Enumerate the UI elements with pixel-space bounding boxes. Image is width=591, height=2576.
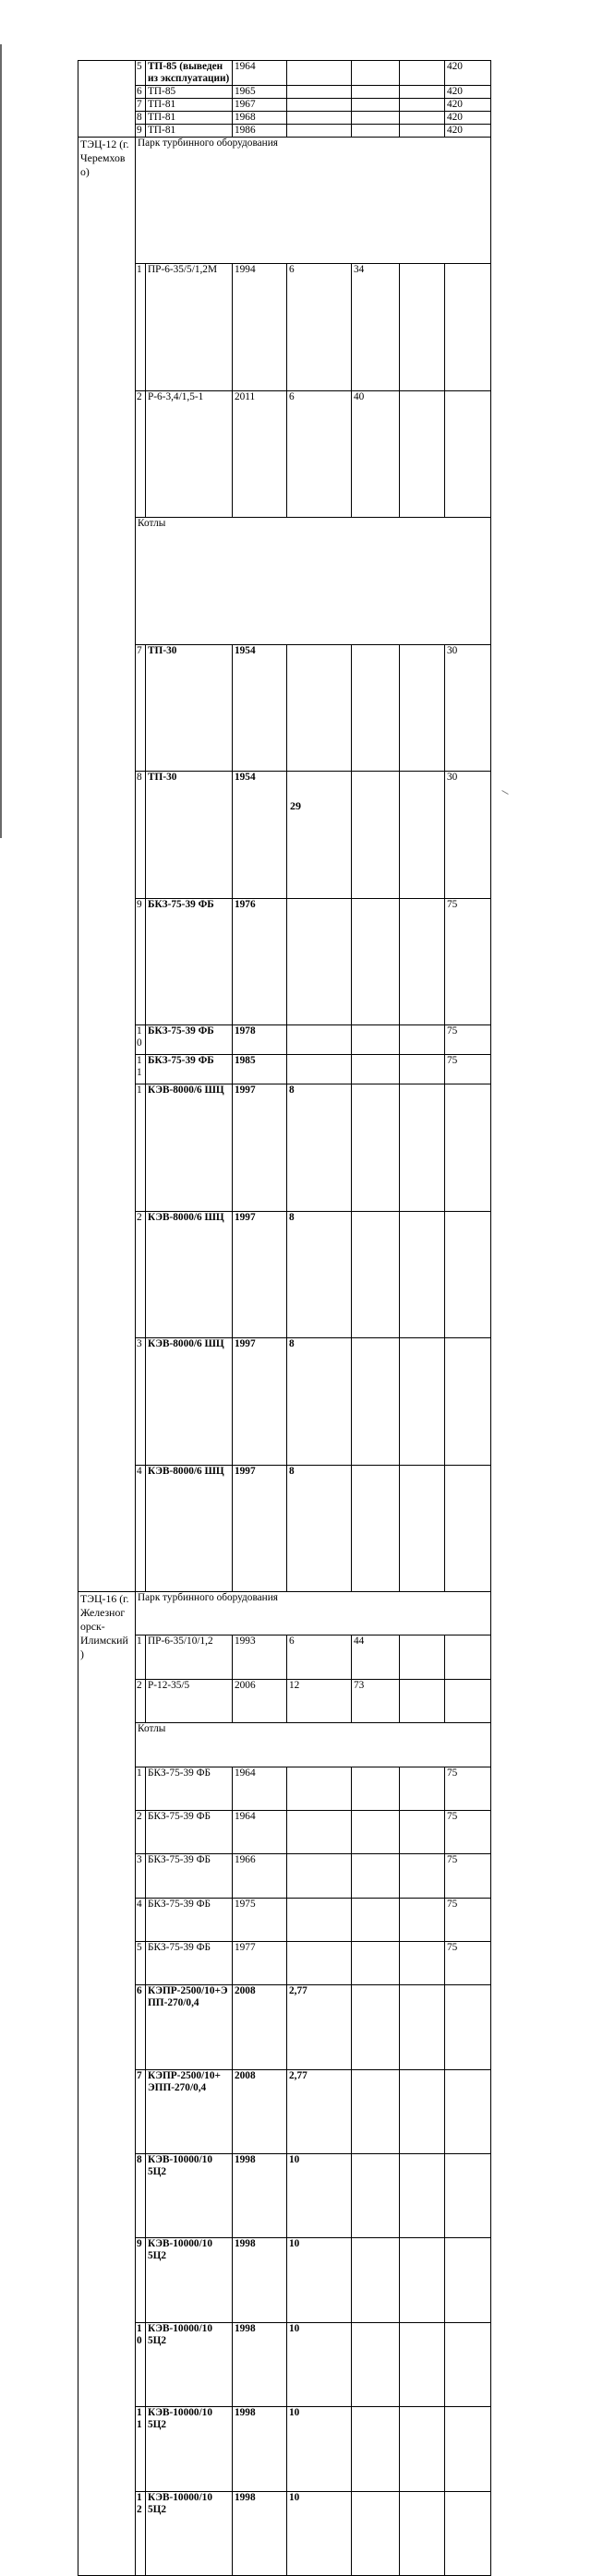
unit-year: 1997 [233,1211,287,1337]
unit-number: 2 [136,390,146,517]
table-row [78,518,491,644]
section-header: Котлы [136,1723,491,1767]
unit-number: 6 [136,1985,146,2069]
unit-name: КЭВ-8000/6 ШЦ [146,1211,233,1337]
unit-capacity: 420 [445,99,491,112]
unit-power: 8 [287,1211,352,1337]
table-row [78,1084,491,1211]
unit-year: 1978 [233,1025,287,1055]
unit-year: 1986 [233,125,287,138]
unit-year: 1954 [233,772,287,898]
unit-capacity: 75 [445,1942,491,1985]
unit-number: 3 [136,1338,146,1465]
unit-year: 1997 [233,1465,287,1591]
unit-year: 1968 [233,112,287,125]
unit-number: 9 [136,898,146,1024]
unit-year: 2011 [233,390,287,517]
unit-name: ТП-81 [146,125,233,138]
table-row [78,1055,491,1084]
unit-number: 11 [136,1055,146,1084]
table-row [78,2407,491,2491]
unit-number: 7 [136,644,146,771]
unit-name: КЭВ-8000/6 ШЦ [146,1084,233,1211]
unit-extra: 73 [352,1679,400,1722]
table-row [78,61,491,86]
unit-year: 1975 [233,1898,287,1941]
table-row [78,1942,491,1985]
unit-year: 2008 [233,2069,287,2153]
table-row [78,138,491,264]
unit-name: ТП-81 [146,99,233,112]
equipment-table-wrapper [78,60,490,2576]
unit-power: 2,77 [287,2069,352,2153]
unit-power: 2,77 [287,1985,352,2069]
unit-number: 9 [136,2238,146,2322]
unit-capacity: 30 [445,644,491,771]
table-row [78,1338,491,1465]
unit-name: БКЗ-75-39 ФБ [146,1767,233,1810]
table-row [78,264,491,390]
unit-name: ТП-81 [146,112,233,125]
unit-number: 1 [136,1767,146,1810]
table-row [78,1679,491,1722]
unit-number: 8 [136,772,146,898]
table-row [78,86,491,99]
table-row [78,644,491,771]
unit-power: 10 [287,2322,352,2406]
unit-name: КЭВ-10000/10 5Ц2 [146,2322,233,2406]
unit-year: 1994 [233,264,287,390]
unit-name: ПР-6-35/5/1,2М [146,264,233,390]
unit-name: ТП-30 [146,644,233,771]
unit-year: 1977 [233,1942,287,1985]
table-row [78,2491,491,2575]
unit-extra: 34 [352,264,400,390]
unit-capacity: 420 [445,86,491,99]
unit-capacity: 30 [445,772,491,898]
table-row [78,2069,491,2153]
unit-name: КЭВ-10000/10 5Ц2 [146,2491,233,2575]
unit-power: 12 [287,1679,352,1722]
unit-year: 1998 [233,2238,287,2322]
unit-number: 12 [136,2491,146,2575]
section-header: Котлы [136,518,491,644]
unit-number: 11 [136,2407,146,2491]
table-row [78,1592,491,1635]
unit-year: 1998 [233,2322,287,2406]
unit-power: 10 [287,2154,352,2238]
unit-year: 1976 [233,898,287,1024]
unit-number: 4 [136,1465,146,1591]
unit-name: КЭВ-10000/10 5Ц2 [146,2407,233,2491]
unit-power: 6 [287,1635,352,1679]
scan-speck [501,790,508,795]
unit-extra [352,61,400,86]
unit-number: 8 [136,2154,146,2238]
station-name: ТЭЦ-12 (г. Черемхов о) [78,138,136,1592]
unit-year: 1998 [233,2154,287,2238]
unit-number: 1 [136,1635,146,1679]
unit-name: БКЗ-75-39 ФБ [146,1810,233,1853]
unit-power: 6 [287,390,352,517]
unit-capacity: 420 [445,125,491,138]
table-row [78,1985,491,2069]
unit-number: 9 [136,125,146,138]
table-row [78,1635,491,1679]
unit-number: 5 [136,1942,146,1985]
station-cell-empty [78,61,136,138]
unit-year: 1998 [233,2491,287,2575]
unit-name: БКЗ-75-39 ФБ [146,1055,233,1084]
unit-year: 1964 [233,1810,287,1853]
unit-name: КЭПР-2500/10+ ЭПП-270/0,4 [146,2069,233,2153]
table-row [78,99,491,112]
unit-name: Р-12-35/5 [146,1679,233,1722]
unit-name: КЭВ-8000/6 ШЦ [146,1465,233,1591]
unit-capacity: 75 [445,1898,491,1941]
unit-number: 10 [136,1025,146,1055]
unit-capacity: 75 [445,1025,491,1055]
unit-power: 8 [287,1084,352,1211]
unit-number: 6 [136,86,146,99]
unit-extra [400,61,445,86]
table-row [78,390,491,517]
unit-name: БКЗ-75-39 ФБ [146,898,233,1024]
table-row [78,1025,491,1055]
unit-power: 10 [287,2407,352,2491]
unit-name: БКЗ-75-39 ФБ [146,1898,233,1941]
unit-year: 1954 [233,644,287,771]
unit-number: 7 [136,99,146,112]
table-row [78,2322,491,2406]
unit-number: 4 [136,1898,146,1941]
unit-year: 1965 [233,86,287,99]
table-row [78,772,491,898]
unit-year: 1985 [233,1055,287,1084]
unit-extra: 40 [352,390,400,517]
unit-year: 1997 [233,1084,287,1211]
unit-name: ТП-85 [146,86,233,99]
unit-number: 2 [136,1810,146,1853]
unit-name: ТП-85 (выведен из эксплуатации) [146,61,233,86]
page-edge-line [0,44,2,838]
table-row [78,2154,491,2238]
page-number: 29 [290,799,301,812]
unit-capacity: 75 [445,898,491,1024]
section-header: Парк турбинного оборудования [136,1592,491,1635]
table-row [78,112,491,125]
unit-name: КЭВ-10000/10 5Ц2 [146,2238,233,2322]
table-row [78,1898,491,1941]
unit-power: 10 [287,2491,352,2575]
unit-number: 8 [136,112,146,125]
table-row [78,2238,491,2322]
unit-power [287,61,352,86]
unit-capacity: 75 [445,1767,491,1810]
unit-year: 1998 [233,2407,287,2491]
unit-year: 1997 [233,1338,287,1465]
unit-name: Р-6-3,4/1,5-1 [146,390,233,517]
table-row [78,1767,491,1810]
unit-name: ТП-30 [146,772,233,898]
station-name: ТЭЦ-16 (г. Железног орск-Илимский ) [78,1592,136,2576]
unit-year: 2006 [233,1679,287,1722]
unit-year: 1993 [233,1635,287,1679]
equipment-table [78,60,491,2576]
unit-name: БКЗ-75-39 ФБ [146,1854,233,1898]
unit-power: 8 [287,1465,352,1591]
unit-number: 5 [136,61,146,86]
table-row [78,1854,491,1898]
unit-name: КЭВ-10000/10 5Ц2 [146,2154,233,2238]
unit-capacity: 75 [445,1055,491,1084]
unit-number: 2 [136,1211,146,1337]
table-row [78,898,491,1024]
unit-power: 10 [287,2238,352,2322]
unit-name: КЭПР-2500/10+ЭПП-270/0,4 [146,1985,233,2069]
unit-capacity: 420 [445,112,491,125]
table-row [78,1465,491,1591]
section-header: Парк турбинного оборудования [136,138,491,264]
table-row [78,1211,491,1337]
table-row [78,125,491,138]
unit-year: 1966 [233,1854,287,1898]
unit-number: 7 [136,2069,146,2153]
unit-number: 1 [136,264,146,390]
unit-year: 2008 [233,1985,287,2069]
unit-year: 1967 [233,99,287,112]
unit-year: 1964 [233,1767,287,1810]
unit-power: 8 [287,1338,352,1465]
unit-name: КЭВ-8000/6 ШЦ [146,1338,233,1465]
unit-number: 1 [136,1084,146,1211]
table-row [78,1810,491,1853]
unit-capacity: 75 [445,1854,491,1898]
unit-name: ПР-6-35/10/1,2 [146,1635,233,1679]
unit-capacity: 420 [445,61,491,86]
unit-capacity: 75 [445,1810,491,1853]
unit-name: БКЗ-75-39 ФБ [146,1025,233,1055]
unit-number: 2 [136,1679,146,1722]
unit-power: 6 [287,264,352,390]
unit-number: 10 [136,2322,146,2406]
unit-name: БКЗ-75-39 ФБ [146,1942,233,1985]
unit-number: 3 [136,1854,146,1898]
table-row [78,1723,491,1767]
unit-extra: 44 [352,1635,400,1679]
unit-year: 1964 [233,61,287,86]
